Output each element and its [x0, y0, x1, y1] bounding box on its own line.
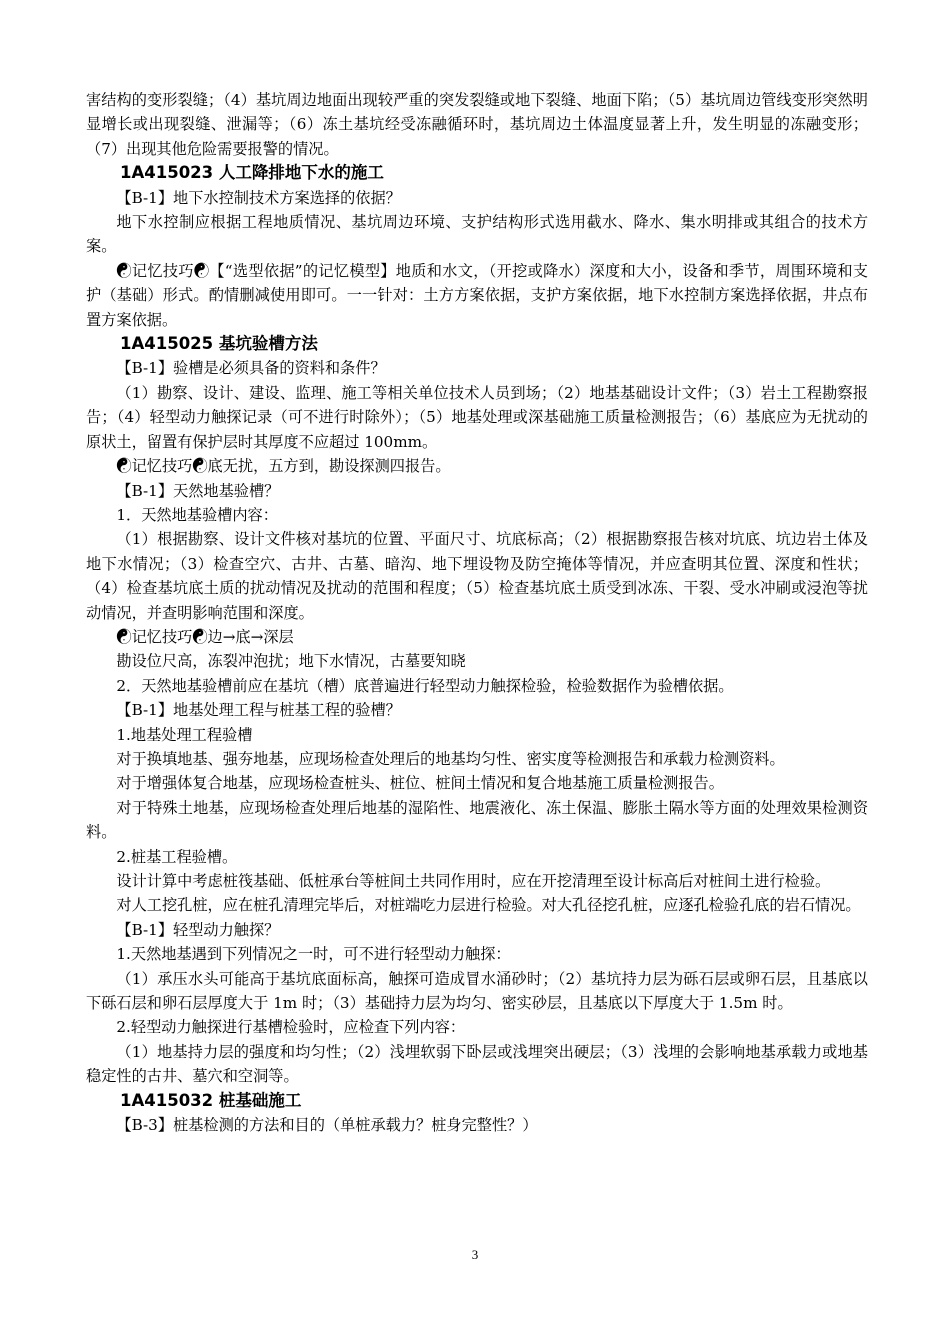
- section-heading: 1A415032 桩基础施工: [120, 1090, 302, 1110]
- body-paragraph: 地下水控制应根据工程地质情况、基坑周边环境、支护结构形式选用截水、降水、集水明排或其组合的技术方案。: [86, 213, 868, 256]
- body-paragraph: （1）根据勘察、设计文件核对基坑的位置、平面尺寸、坑底标高；（2）根据勘察报告核对坑底、坑边岩土体及地下水情况；（3）检查空穴、古井、古墓、暗沟、地下埋设物及防空掩体等情况，并应查明其位置、深度和性状；（4）检查基坑底土质的扰动情况及扰动的范围和程度；（5）检查基坑底土质受到冰冻、干裂、受水冲刷或浸泡等扰动情况，并查明影响范围和深度。: [86, 530, 868, 622]
- page-content: [86, 88, 868, 1137]
- body-paragraph: 对于增强体复合地基，应现场检查桩头、桩位、桩间土情况和复合地基施工质量检测报告。: [116, 774, 724, 793]
- memory-tip: ☯记忆技巧☯底无扰，五方到，勘设探测四报告。: [116, 457, 451, 476]
- question-label: 【B-1】轻型动力触探？: [116, 920, 280, 939]
- body-paragraph: （1）承压水头可能高于基坑底面标高，触探可造成冒水涌砂时；（2）基坑持力层为砾石层或卵石层，且基底以下砾石层和卵石层厚度大于 1m 时；（3）基础持力层为均匀、密实砂层，且基底以下厚度大于 1.5m 时。: [86, 969, 868, 1013]
- list-heading: 1．天然地基验槽内容：: [116, 505, 278, 524]
- list-heading: 2.轻型动力触探进行基槽检验时，应检查下列内容：: [116, 1018, 466, 1037]
- body-paragraph: 害结构的变形裂缝；（4）基坑周边地面出现较严重的突发裂缝或地下裂缝、地面下陷；（5）基坑周边管线变形突然明显增长或出现裂缝、泄漏等；（6）冻土基坑经受冻融循环时，基坑周边土体温度显著上升，发生明显的冻融变形；（7）出现其他危险需要报警的情况。: [86, 91, 868, 158]
- body-paragraph: （1）勘察、设计、建设、监理、施工等相关单位技术人员到场；（2）地基基础设计文件；（3）岩土工程勘察报告；（4）轻型动力触探记录（可不进行时除外）；（5）地基处理或深基础施工质量检测报告；（6）基底应为无扰动的原状土，留置有保护层时其厚度不应超过 100mm。: [86, 383, 868, 451]
- section-heading: 1A415023 人工降排地下水的施工: [120, 163, 384, 183]
- list-heading: 2.桩基工程验槽。: [116, 847, 238, 866]
- list-heading: 1.地基处理工程验槽: [116, 725, 253, 744]
- page-number: 3: [471, 1247, 479, 1262]
- question-label: 【B-1】验槽是必须具备的资料和条件？: [116, 359, 386, 378]
- question-label: 【B-1】地下水控制技术方案选择的依据？: [116, 188, 401, 207]
- body-paragraph: 勘设位尺高，冻裂冲泡扰；地下水情况，古墓要知晓: [116, 652, 466, 671]
- memory-tip: ☯记忆技巧☯边→底→深层: [116, 627, 294, 646]
- body-paragraph: 对于特殊土地基，应现场检查处理后地基的湿陷性、地震液化、冻土保温、膨胀土隔水等方面的处理效果检测资料。: [86, 798, 868, 842]
- question-label: 【B-1】地基处理工程与桩基工程的验槽？: [116, 701, 401, 720]
- question-label: 【B-3】桩基检测的方法和目的（单桩承载力？桩身完整性？）: [116, 1116, 538, 1135]
- section-heading: 1A415025 基坑验槽方法: [120, 334, 318, 354]
- memory-tip: ☯记忆技巧☯【“选型依据”的记忆模型】地质和水文，（开挖或降水）深度和大小，设备和季节，周围环境和支护（基础）形式。酌情删减使用即可。一一针对：土方方案依据，支护方案依据，地下水控制方案选择依据，井点布置方案依据。: [86, 261, 868, 329]
- body-paragraph: 对于换填地基、强夯地基，应现场检查处理后的地基均匀性、密实度等检测报告和承载力检测资料。: [116, 749, 785, 768]
- body-paragraph: 设计计算中考虑桩筏基础、低桩承台等桩间土共同作用时，应在开挖清理至设计标高后对桩间土进行检验。: [116, 872, 831, 890]
- body-paragraph: （1）地基持力层的强度和均匀性；（2）浅埋软弱下卧层或浅埋突出硬层；（3）浅埋的会影响地基承载力或地基稳定性的古井、墓穴和空洞等。: [86, 1042, 868, 1086]
- body-paragraph: 2．天然地基验槽前应在基坑（槽）底普遍进行轻型动力触探检验，检验数据作为验槽依据。: [116, 676, 734, 695]
- list-heading: 1.天然地基遇到下列情况之一时，可不进行轻型动力触探：: [116, 945, 511, 964]
- question-label: 【B-1】天然地基验槽？: [116, 481, 280, 500]
- body-paragraph: 对人工挖孔桩，应在桩孔清理完毕后，对桩端吃力层进行检验。对大孔径挖孔桩，应逐孔检验孔底的岩石情况。: [116, 896, 861, 915]
